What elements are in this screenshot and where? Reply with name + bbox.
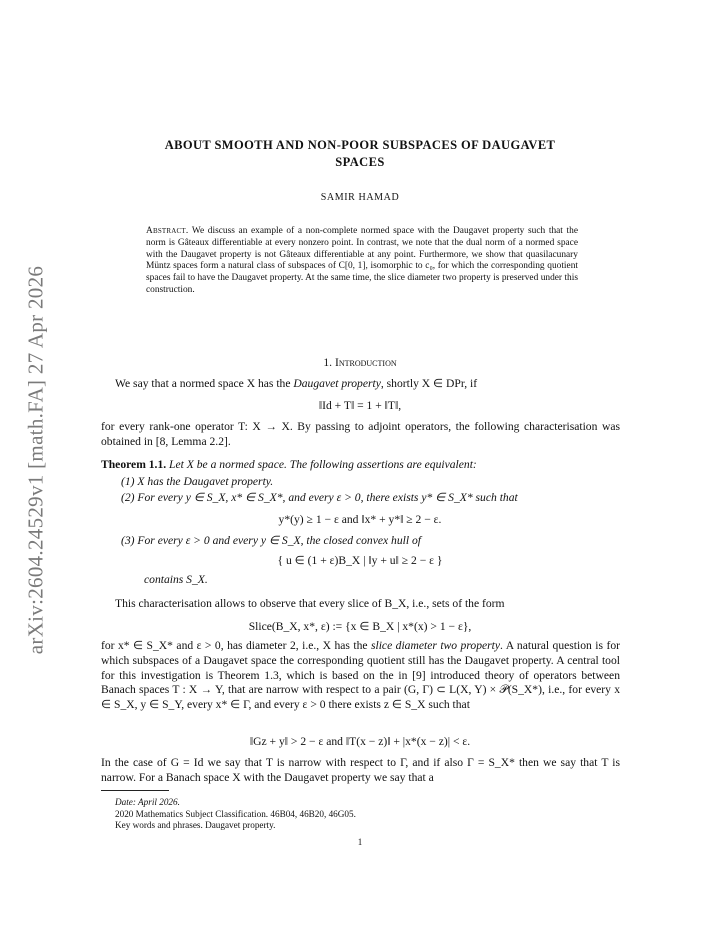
theorem-item-1: (1) X has the Daugavet property. bbox=[121, 475, 274, 488]
theorem-heading bbox=[101, 458, 620, 473]
intro-paragraph-4: for x* ∈ S_X* and ε > 0, has diameter 2, i.e., X has the slice diameter two property. A natural question is for which subspaces of a Daugavet space the corresponding quotient still has the Daugavet property. A central tool for this investigation is Theorem 1.3, which is based on the in [9] introduced theory of operators between Banach spaces T : X → Y, that are narrow with respect to a pair (G, Γ) ⊂ L(X, Y) × 𝒫(S_X*), i.e., for every x ∈ S_X, y ∈ S_Y, every x* ∈ Γ, and every ε > 0 there exists z ∈ S_X such that bbox=[101, 639, 620, 712]
intro-paragraph-3: This characterisation allows to observe that every slice of B_X, i.e., sets of the form bbox=[115, 597, 505, 610]
theorem-item-3: (3) For every ε > 0 and every y ∈ S_X, the closed convex hull of bbox=[121, 534, 421, 547]
paper-title bbox=[100, 137, 620, 171]
equation-item-3: { u ∈ (1 + ε)B_X | ‖y + u‖ ≥ 2 − ε } bbox=[277, 554, 443, 567]
footnotes bbox=[115, 797, 620, 832]
equation-daugavet: ‖Id + T‖ = 1 + ‖T‖, bbox=[318, 399, 402, 412]
footnote-date: Date: April 2026. bbox=[115, 797, 180, 807]
section-title: Introduction bbox=[334, 356, 397, 369]
abstract-text: We discuss an example of a non-complete normed space with the Daugavet property such that the norm is Gâteaux differentiable at every nonzero point. In contrast, we note that the dual norm of a normed space with the Daugavet property is not Gâteaux differentiable at any point. Furthermore, we show that quasilacunary Müntz spaces form a natural class of subspaces of C[0, 1], isomorphic to c₀, for which the corresponding quotient spaces fail to have the Daugavet property. At the same time, the slice diameter two property is preserved under this construction. bbox=[146, 226, 578, 295]
page-number: 1 bbox=[357, 837, 363, 847]
intro-paragraph-1: We say that a normed space X has the Daugavet property, shortly X ∈ DPr, if bbox=[115, 377, 478, 390]
title-line-2: SPACES bbox=[335, 155, 385, 169]
footnote-rule bbox=[101, 790, 169, 791]
abstract-label: Abstract. bbox=[146, 226, 189, 236]
theorem-contains-line: contains S_X. bbox=[144, 573, 208, 586]
arxiv-identifier: arXiv:2604.24529v1 [math.FA] 27 Apr 2026 bbox=[23, 265, 48, 655]
author-name: SAMIR HAMAD bbox=[320, 192, 400, 203]
equation-item-2: y*(y) ≥ 1 − ε and ‖x* + y*‖ ≥ 2 − ε. bbox=[278, 513, 442, 526]
title-line-1: ABOUT SMOOTH AND NON-POOR SUBSPACES OF DAUGAVET bbox=[164, 138, 556, 152]
intro-paragraph-5: In the case of G = Id we say that T is narrow with respect to Γ, and if also Γ = S_X* then we say that T is narrow. For a Banach space X with the Daugavet property we say that a bbox=[101, 756, 620, 784]
footnote-keywords: Key words and phrases. Daugavet property. bbox=[115, 820, 276, 831]
footnote-msc: 2020 Mathematics Subject Classification. 46B04, 46B20, 46G05. bbox=[115, 808, 356, 819]
section-number: 1. bbox=[323, 356, 333, 369]
theorem-label: Theorem 1.1. bbox=[101, 458, 167, 471]
section-heading bbox=[100, 356, 620, 369]
abstract bbox=[146, 226, 578, 297]
equation-slice: Slice(B_X, x*, ε) := {x ∈ B_X | x*(x) > 1 − ε}, bbox=[248, 620, 472, 633]
theorem-statement: Let X be a normed space. The following assertions are equivalent: bbox=[166, 458, 477, 471]
equation-narrow: ‖Gz + y‖ > 2 − ε and ‖T(x − z)‖ + |x*(x − z)| < ε. bbox=[249, 735, 471, 748]
intro-paragraph-2: for every rank-one operator T: X → X. By passing to adjoint operators, the following characterisation was obtained in [8, Lemma 2.2]. bbox=[101, 420, 620, 448]
theorem-item-2: (2) For every y ∈ S_X, x* ∈ S_X*, and every ε > 0, there exists y* ∈ S_X* such that bbox=[121, 491, 518, 504]
